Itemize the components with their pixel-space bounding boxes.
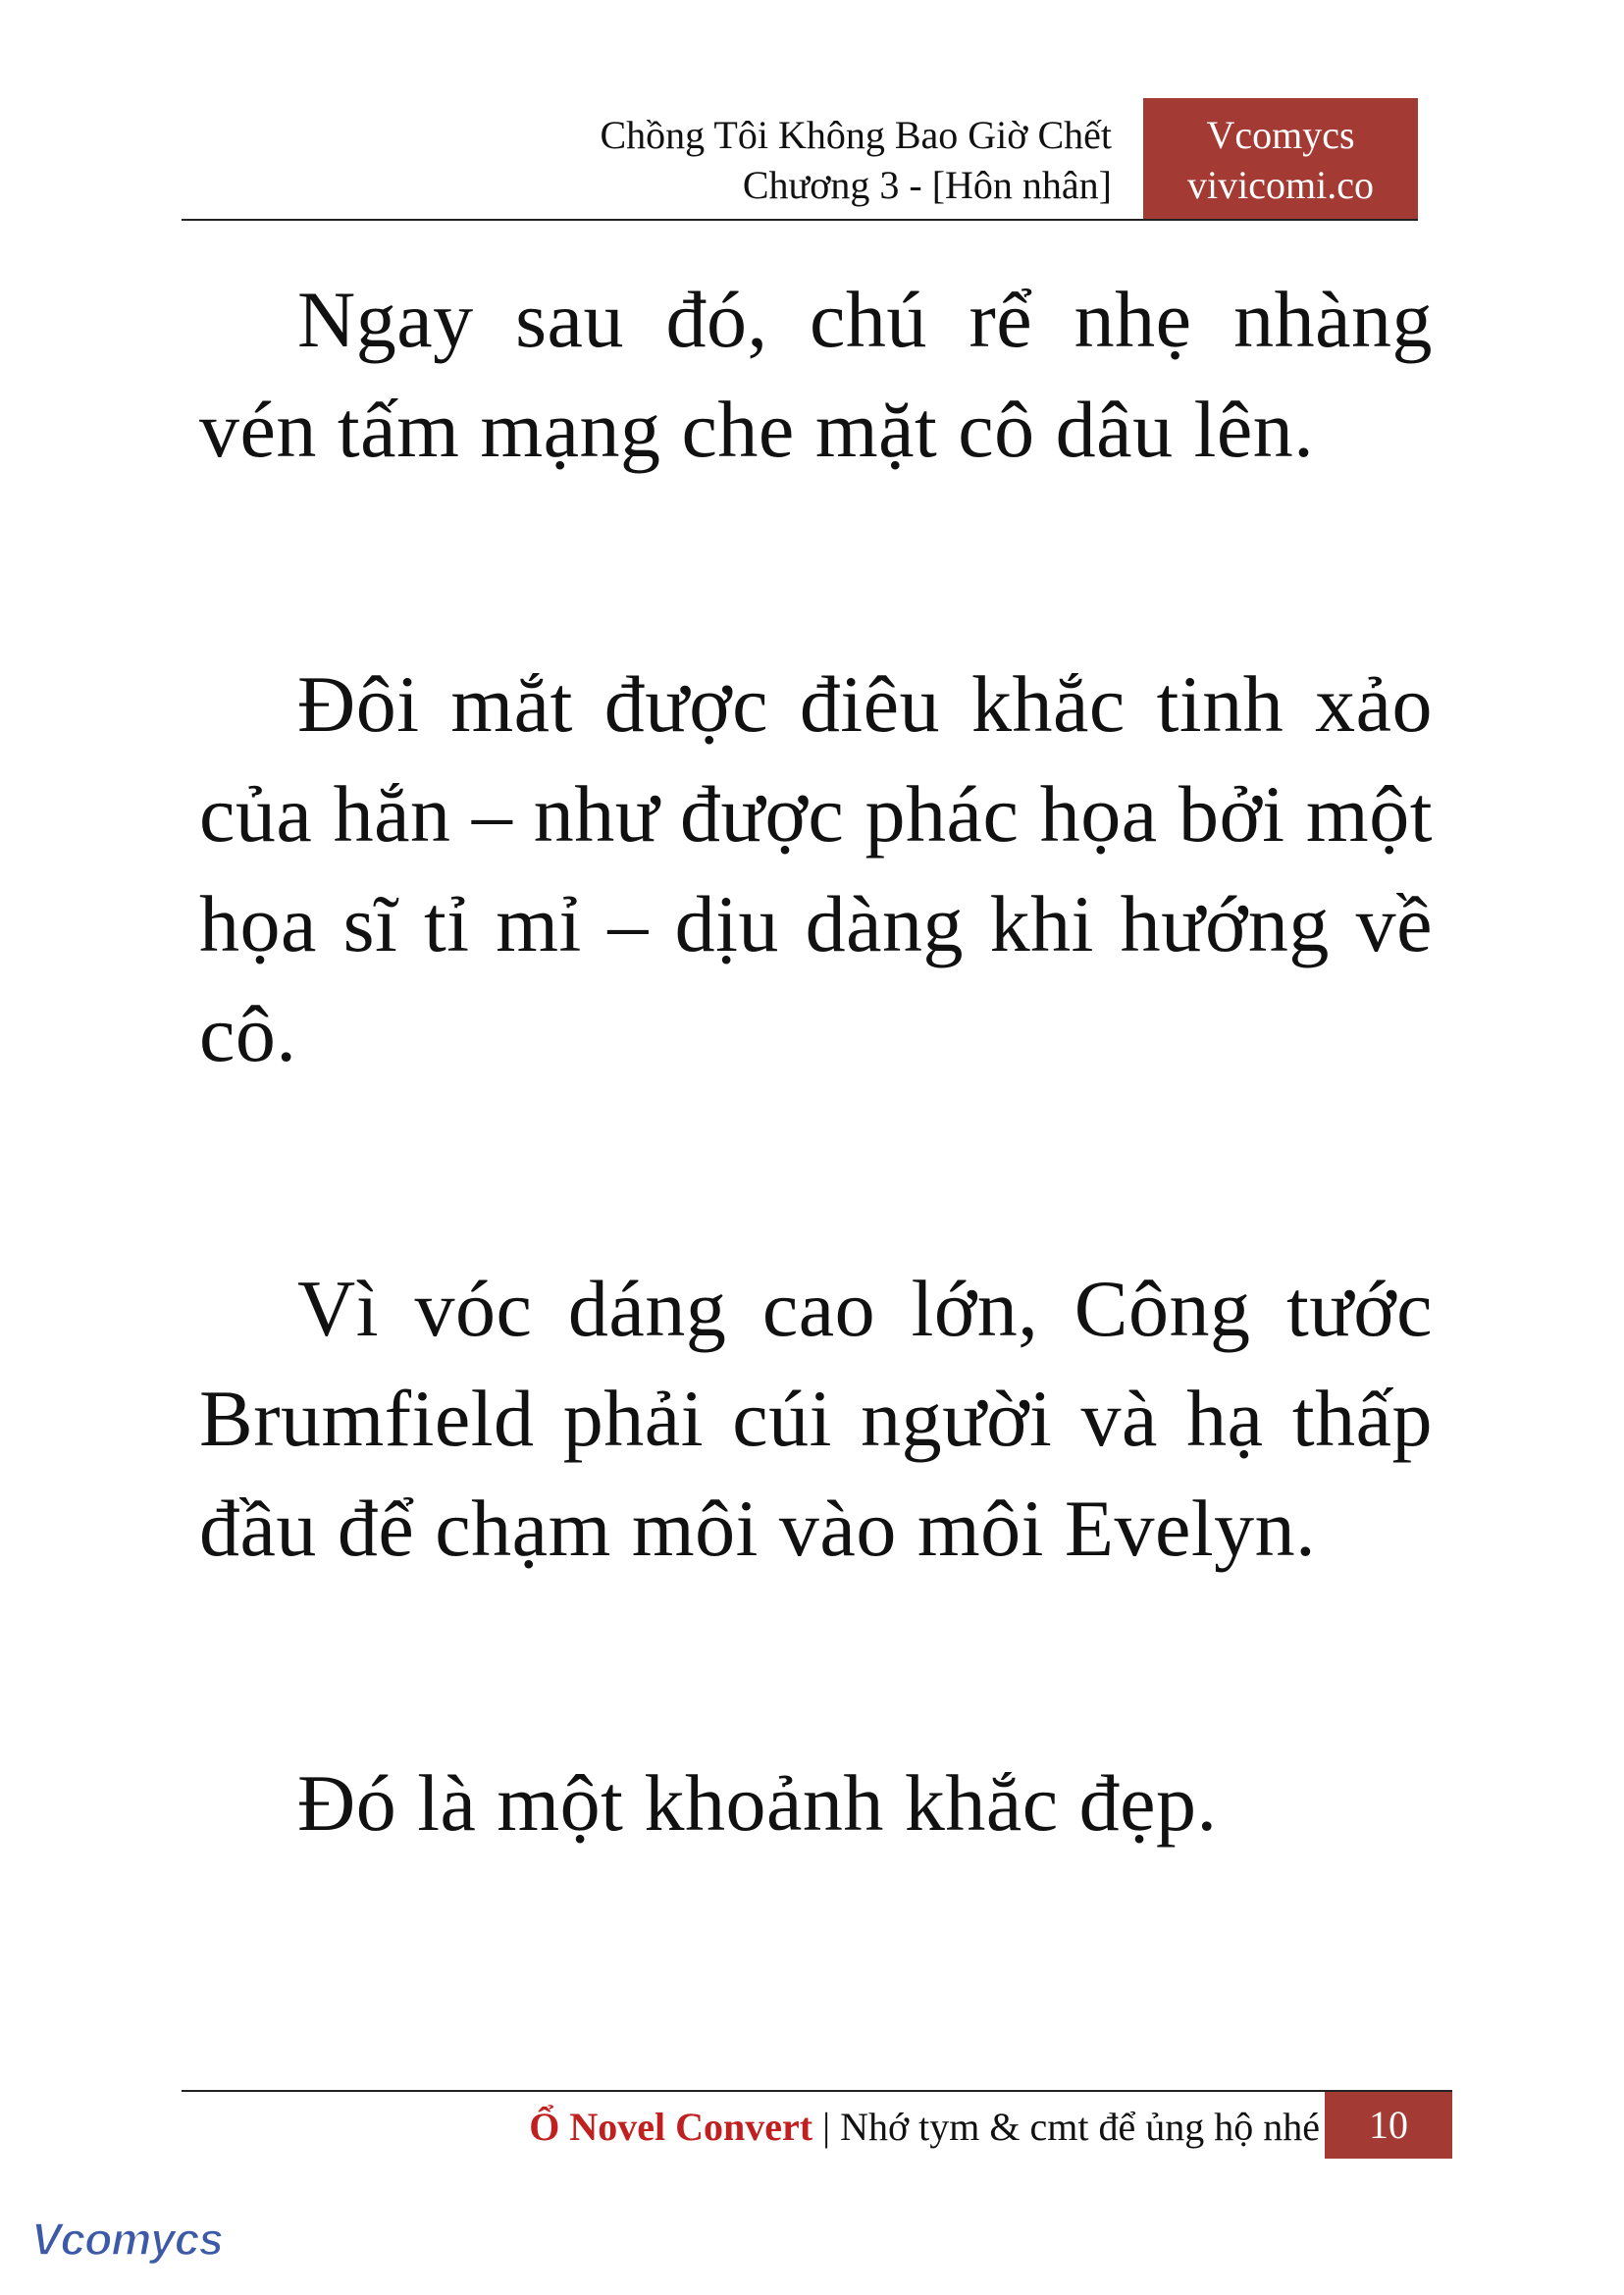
- vcomycs-watermark-logo: [27, 2208, 253, 2276]
- chapter-title: Chương 3 - [Hôn nhân]: [742, 163, 1112, 207]
- paragraph: Ngay sau đó, chú rể nhẹ nhàng vén tấm mạng che mặt cô dâu lên.: [199, 275, 1433, 474]
- brand-site: vivicomi.co: [1187, 163, 1374, 207]
- brand-badge: [1143, 98, 1418, 221]
- paragraph: Vì vóc dáng cao lớn, Công tước Brumfield phải cúi người và hạ thấp đầu để chạm môi vào môi Evelyn.: [199, 1264, 1433, 1573]
- book-title: Chồng Tôi Không Bao Giờ Chết: [600, 113, 1112, 157]
- footer-divider: [182, 2090, 1452, 2092]
- paragraph: Đó là một khoảnh khắc đẹp.: [297, 1758, 1218, 1848]
- header-titles: [600, 110, 1112, 210]
- header-divider: [182, 219, 1418, 221]
- footer-separator: |: [822, 2105, 831, 2149]
- brand-name: Vcomycs: [1206, 113, 1355, 157]
- footer-message: Nhớ tym & cmt để ủng hộ nhé: [840, 2105, 1320, 2149]
- footer-text: [529, 2102, 1320, 2153]
- footer-brand: Ổ Novel Convert: [529, 2105, 813, 2149]
- watermark-text: Vcomycs: [31, 2214, 224, 2265]
- page-header: [182, 98, 1418, 221]
- page-footer: [182, 2090, 1452, 2159]
- page-number: 10: [1325, 2092, 1452, 2159]
- paragraph: Đôi mắt được điêu khắc tinh xảo của hắn – như được phác họa bởi một họa sĩ tỉ mỉ – dịu dàng khi hướng về cô.: [199, 659, 1433, 1078]
- chapter-body: [199, 265, 1433, 2023]
